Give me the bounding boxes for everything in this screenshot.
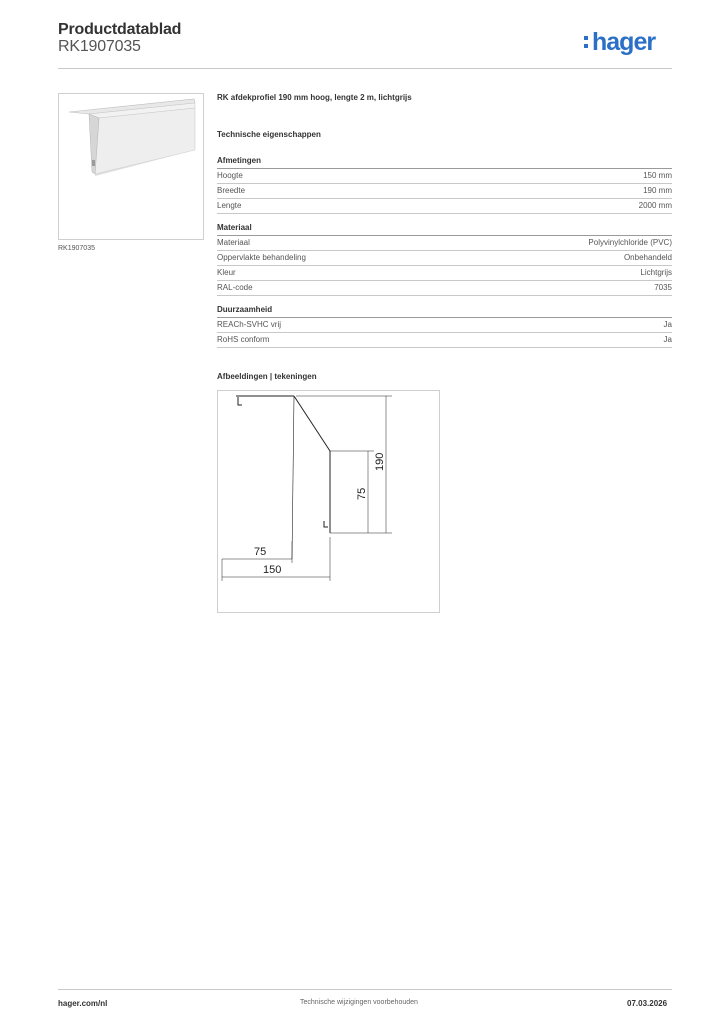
section-title: Afmetingen (217, 154, 672, 169)
spec-value: Lichtgrijs (640, 268, 672, 277)
section-title: Duurzaamheid (217, 303, 672, 318)
section-dimensions (217, 154, 672, 214)
spec-row (217, 236, 672, 251)
dim-label-190: 190 (374, 452, 386, 471)
logo-text: hager (592, 28, 656, 56)
spec-row (217, 281, 672, 296)
product-illustration (59, 94, 203, 239)
spec-row (217, 333, 672, 348)
spec-row (217, 318, 672, 333)
spec-label: Materiaal (217, 238, 250, 247)
dim-label-150: 150 (263, 564, 282, 576)
profile-hook (238, 397, 242, 405)
product-image (58, 93, 204, 240)
spec-value: 150 mm (643, 171, 672, 180)
page-title: Productdatablad (58, 21, 182, 38)
spec-value: Onbehandeld (623, 253, 672, 262)
footer-date: 07.03.2026 (627, 999, 668, 1008)
spec-label: Kleur (217, 268, 236, 277)
spec-value: 2000 mm (638, 201, 672, 210)
spec-label: Oppervlakte behandeling (217, 253, 306, 262)
spec-row (217, 266, 672, 281)
spec-label: RAL-code (217, 283, 253, 292)
technical-drawing (217, 390, 440, 613)
section-material (217, 221, 672, 296)
spec-label: Hoogte (217, 171, 243, 180)
spec-label: Breedte (217, 186, 246, 195)
footer-note: Technische wijzigingen voorbehouden (300, 999, 418, 1006)
header-divider (58, 68, 672, 69)
spec-label: REACh-SVHC vrij (217, 320, 282, 329)
profile-slope (294, 396, 330, 451)
logo-colon-icon (584, 36, 588, 49)
spec-label: Lengte (217, 201, 242, 210)
spec-row (217, 184, 672, 199)
hager-logo (592, 28, 655, 57)
spec-label: RoHS conform (217, 335, 270, 344)
spec-row (217, 251, 672, 266)
profile-inner-edge (292, 396, 294, 559)
section-title: Materiaal (217, 221, 672, 236)
spec-row (217, 199, 672, 214)
spec-value: Polyvinylchloride (PVC) (588, 238, 672, 247)
article-number: RK1907035 (58, 38, 141, 55)
spec-row (217, 169, 672, 184)
spec-value: 7035 (654, 283, 672, 292)
spec-value: Ja (663, 335, 672, 344)
product-image-caption: RK1907035 (58, 245, 95, 252)
spec-value: Ja (663, 320, 672, 329)
dim-label-75-vertical: 75 (356, 487, 368, 500)
section-sustainability (217, 303, 672, 348)
product-description: RK afdekprofiel 190 mm hoog, lengte 2 m, lichtgrijs (217, 93, 412, 102)
spec-value: 190 mm (643, 186, 672, 195)
profile-foot (324, 521, 328, 527)
footer-divider (58, 989, 672, 990)
profile-drawing (218, 391, 439, 612)
technical-properties-heading: Technische eigenschappen (217, 130, 321, 139)
drawings-heading: Afbeeldingen | tekeningen (217, 372, 317, 381)
footer-website-link[interactable]: hager.com/nl (58, 999, 108, 1008)
dim-label-75-horizontal: 75 (254, 546, 267, 558)
